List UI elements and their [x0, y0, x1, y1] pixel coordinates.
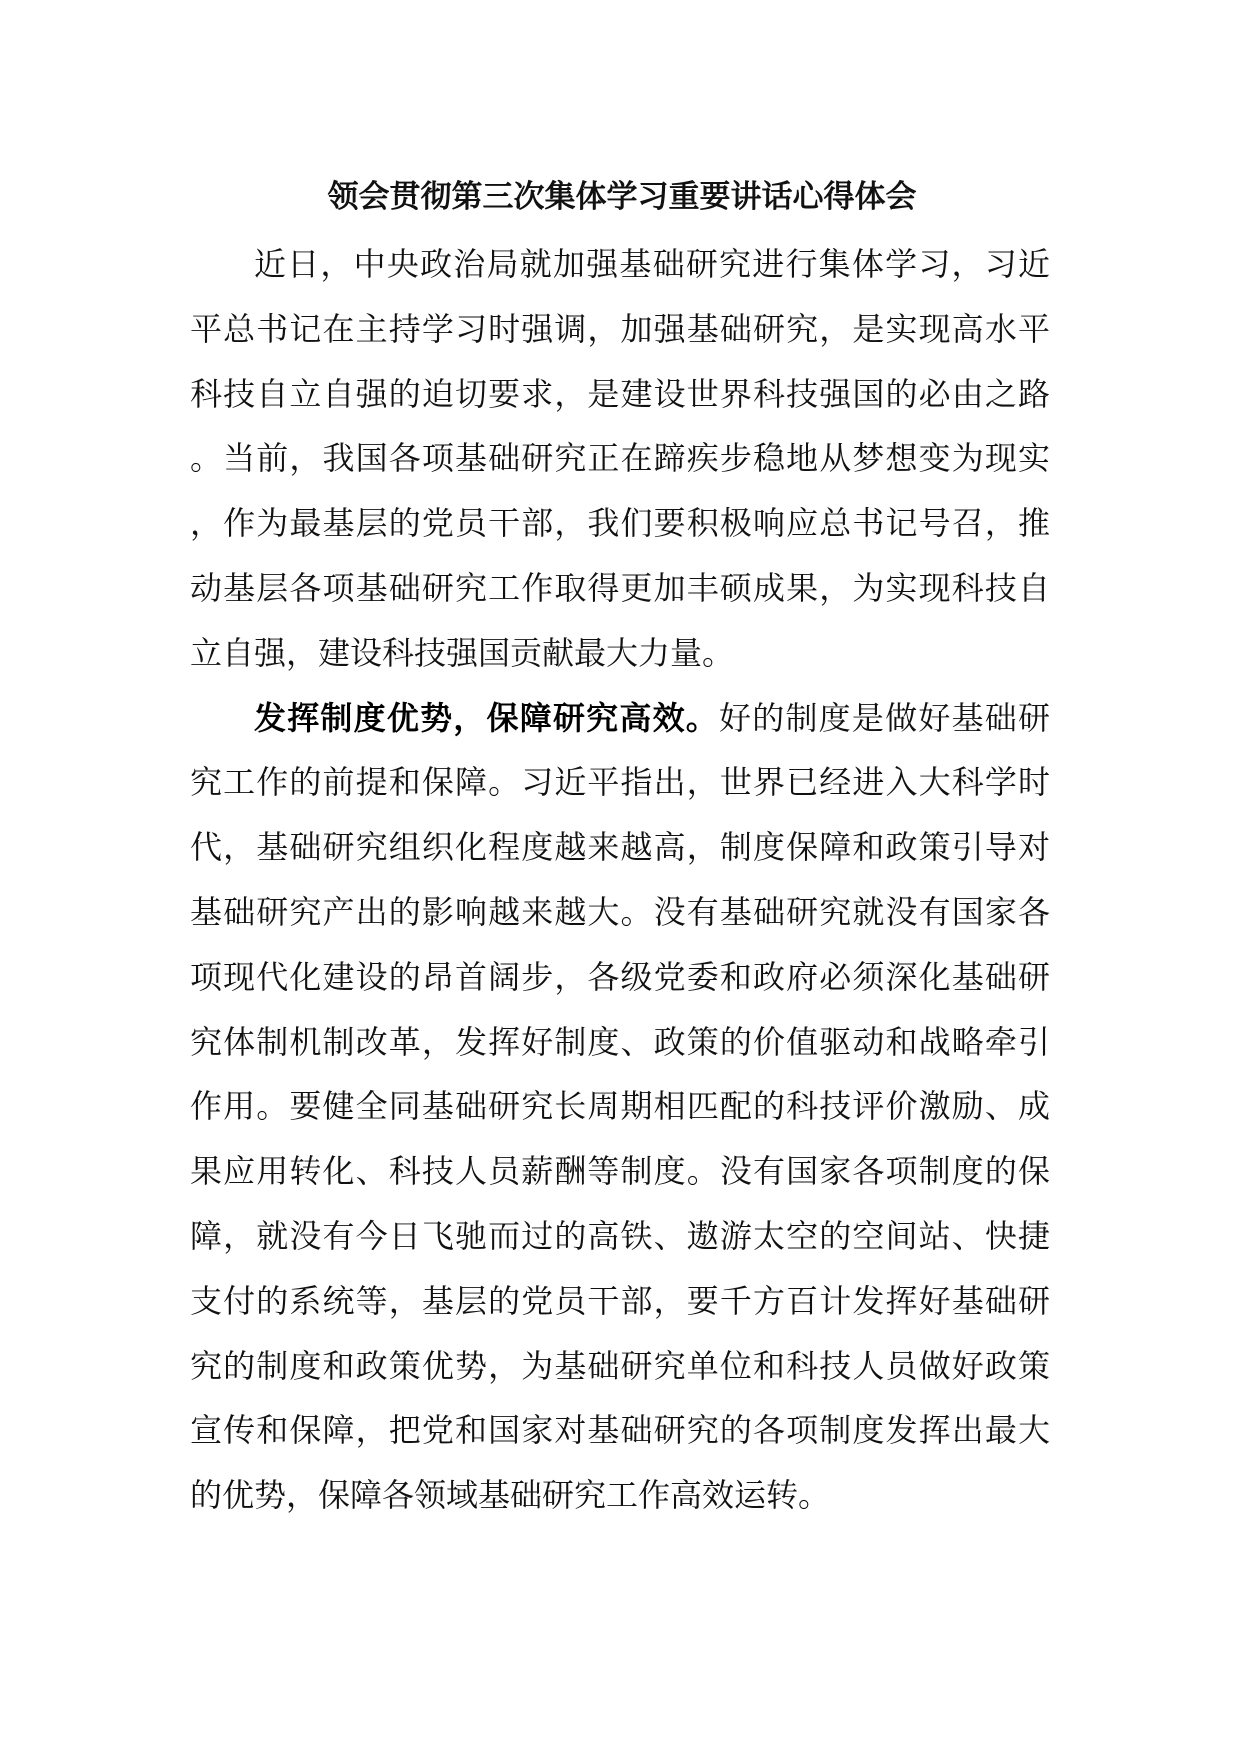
paragraph-text: 近日，中央政治局就加强基础研究进行集体学习，习近平总书记在主持学习时强调，加强基础研究，是实现高水平科技自立自强的迫切要求，是建设世界科技强国的必由之路。当前，我国各项基础研究正在蹄疾步稳地从梦想变为现实，作为最基层的党员干部，我们要积极响应总书记号召，推动基层各项基础研究工作取得更加丰硕成果，为实现科技自立自强，建设科技强国贡献最大力量。	[190, 245, 1050, 672]
paragraph-institutional-advantage	[190, 686, 1050, 1528]
paragraph-text: 好的制度是做好基础研究工作的前提和保障。习近平指出，世界已经进入大科学时代，基础研究组织化程度越来越高，制度保障和政策引导对基础研究产出的影响越来越大。没有基础研究就没有国家各项现代化建设的昂首阔步，各级党委和政府必须深化基础研究体制机制改革，发挥好制度、政策的价值驱动和战略牵引作用。要健全同基础研究长周期相匹配的科技评价激励、成果应用转化、科技人员薪酬等制度。没有国家各项制度的保障，就没有今日飞驰而过的高铁、遨游太空的空间站、快捷支付的系统等，基层的党员干部，要千方百计发挥好基础研究的制度和政策优势，为基础研究单位和科技人员做好政策宣传和保障，把党和国家对基础研究的各项制度发挥出最大的优势，保障各领域基础研究工作高效运转。	[190, 698, 1050, 1515]
document-body	[190, 232, 1050, 1528]
document-title: 领会贯彻第三次集体学习重要讲话心得体会	[327, 179, 917, 215]
paragraph-intro	[190, 232, 1050, 686]
paragraph-lead-heading: 发挥制度优势，保障研究高效。	[254, 698, 720, 737]
